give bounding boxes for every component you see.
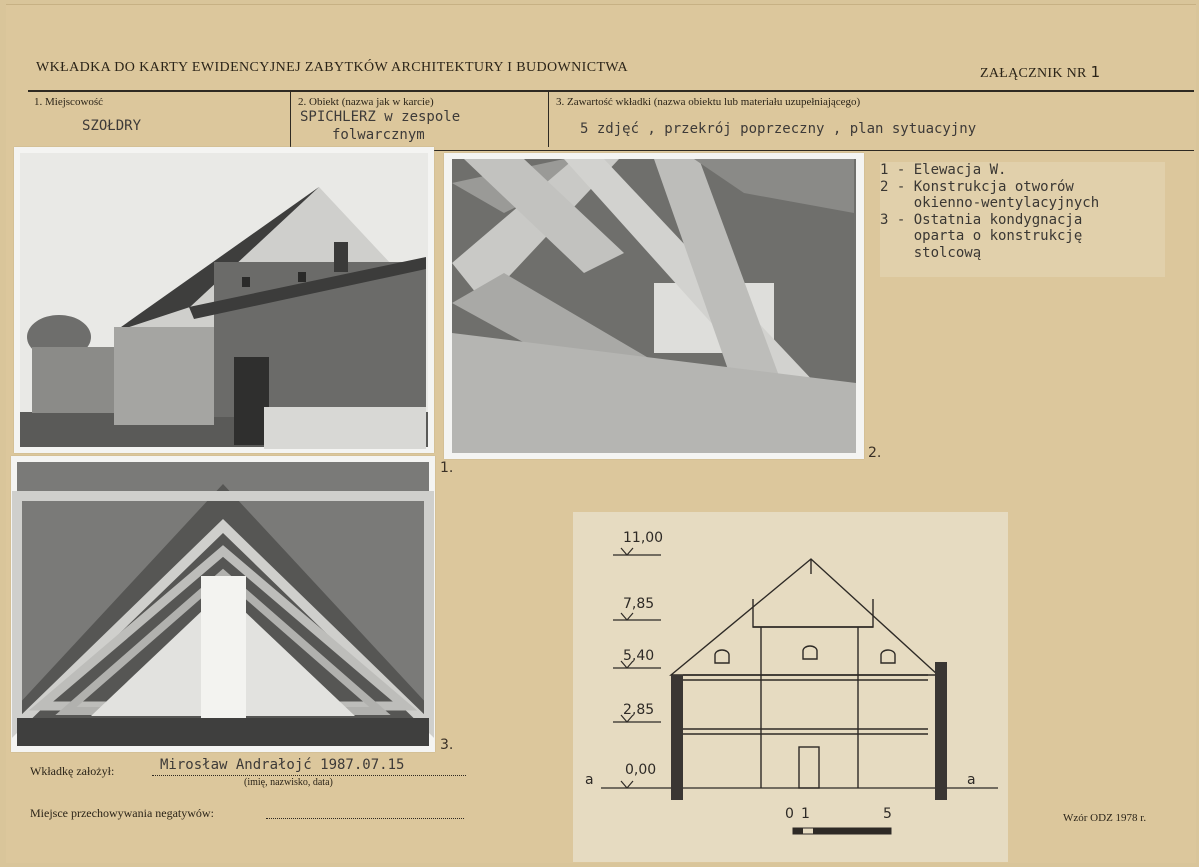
scale-label-0: 0 <box>785 806 794 822</box>
author-dotted-line <box>152 775 466 776</box>
author-caption: (imię, nazwisko, data) <box>244 777 333 788</box>
photo-granary-elevation <box>14 147 434 453</box>
object-value-line-1: SPICHLERZ w zespole <box>300 109 461 125</box>
section-mark-left: a <box>585 772 594 788</box>
locality-value: SZOŁDRY <box>82 118 142 134</box>
section-mark-right: a <box>967 772 976 788</box>
object-value-line-2: folwarcznym <box>332 127 425 143</box>
form-title: WKŁADKA DO KARTY EWIDENCYJNEJ ZABYTKÓW ARCHITEKTURY I BUDOWNICTWA <box>36 60 628 75</box>
field-divider-1 <box>290 92 291 147</box>
level-label-11: 11,00 <box>623 530 664 546</box>
legend-line-5: oparta o konstrukcję <box>880 228 1083 244</box>
level-label-285: 2,85 <box>623 702 655 718</box>
legend-line-2: 2 - Konstrukcja otworów <box>880 178 1074 195</box>
level-label-540: 5,40 <box>623 648 655 664</box>
contents-label: 3. Zawartość wkładki (nazwa obiektu lub materiału uzupełniającego) <box>556 96 861 108</box>
form-template-label: Wzór ODZ 1978 r. <box>1063 812 1147 824</box>
photo-legend <box>880 162 1165 277</box>
legend-line-4: 3 - Ostatnia kondygnacja <box>880 211 1083 228</box>
locality-label: 1. Miejscowość <box>34 96 104 108</box>
photo-number-2: 2. <box>868 445 882 461</box>
scale-label-5: 5 <box>883 806 892 822</box>
scale-label-1: 1 <box>801 806 810 822</box>
author-value: Mirosław Andrałojć 1987.07.15 <box>160 757 405 773</box>
legend-line-6: stolcową <box>880 244 982 261</box>
photo-number-3: 3. <box>440 737 454 753</box>
field-divider-2 <box>548 92 549 147</box>
photo-number-1: 1. <box>440 460 454 476</box>
annex-text: ZAŁĄCZNIK NR <box>980 66 1087 81</box>
negatives-dotted-line <box>266 818 464 819</box>
author-label: Wkładkę założył: <box>30 764 115 778</box>
header-rule-top <box>28 90 1194 92</box>
negatives-label: Miejsce przechowywania negatywów: <box>30 806 214 820</box>
cross-section-drawing <box>573 512 1008 862</box>
annex-label <box>980 63 1101 82</box>
legend-line-1: 1 - Elewacja W. <box>880 162 1007 178</box>
object-label: 2. Obiekt (nazwa jak w karcie) <box>298 96 434 108</box>
level-label-785: 7,85 <box>623 596 655 612</box>
contents-value: 5 zdjęć , przekrój poprzeczny , plan sytuacyjny <box>580 121 977 137</box>
legend-line-3: okienno-wentylacyjnych <box>880 195 1100 211</box>
photo-roof-construction <box>444 153 864 459</box>
level-label-000: 0,00 <box>625 762 657 778</box>
photo-attic-interior <box>11 456 435 752</box>
annex-number: 1 <box>1090 63 1101 81</box>
